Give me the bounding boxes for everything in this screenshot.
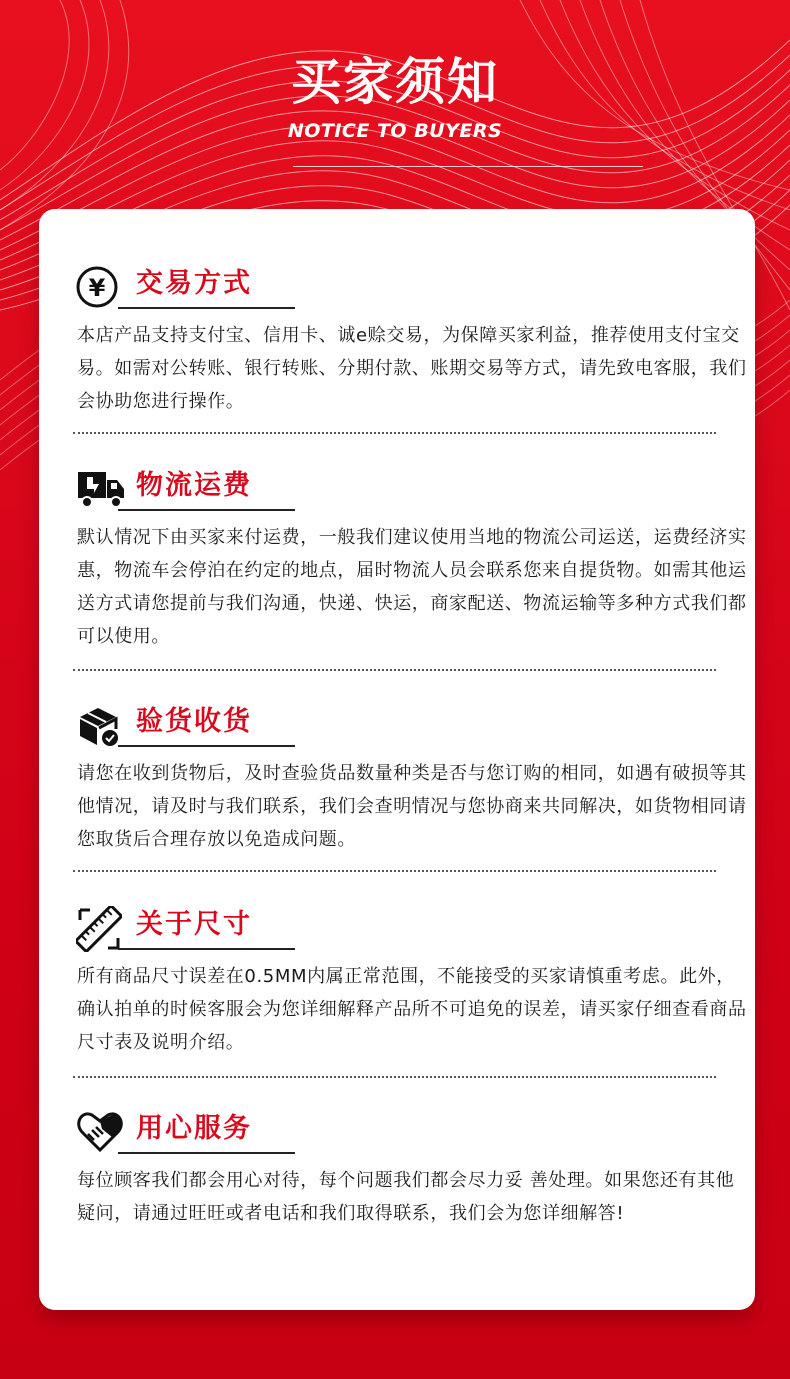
dotted-divider <box>73 669 716 671</box>
dotted-divider <box>73 432 716 434</box>
section-title: 用心服务 <box>136 1113 252 1144</box>
section-title: 验货收货 <box>136 706 252 737</box>
page-title: 买家须知 <box>291 53 499 111</box>
notice-card <box>39 209 755 1310</box>
section-text: 每位顾客我们都会用心对待，每个问题我们都会尽力妥 善处理。如果您还有其他疑问，请通过旺旺或者电话和我们取得联系，我们会为您详细解答! <box>77 1170 735 1224</box>
section-header <box>76 701 266 751</box>
svg-text:¥: ¥ <box>88 274 106 302</box>
title-underline <box>118 307 295 309</box>
section-header <box>76 263 266 313</box>
section-header <box>76 465 266 515</box>
ruler-icon <box>76 906 124 950</box>
section-title: 物流运费 <box>136 470 252 501</box>
page-subtitle: NOTICE TO BUYERS <box>287 120 503 142</box>
section-text: 默认情况下由买家来付运费，一般我们建议使用当地的物流公司运送，运费经济实惠，物流车会停泊在约定的地点，届时物流人员会联系您来自提货物。如需其他运送方式请您提前与我们沟通，快递、快运，商家配送、物流运输等多种方式我们都可以使用。 <box>77 527 747 647</box>
section-text: 本店产品支持支付宝、信用卡、诚e赊交易，为保障买家利益，推荐使用支付宝交易。如需对公转账、银行转账、分期付款、账期交易等方式，请先致电客服，我们会协助您进行操作。 <box>77 325 747 412</box>
delivery-truck-icon <box>76 467 124 511</box>
section-title: 交易方式 <box>136 268 252 299</box>
section-header <box>76 904 266 954</box>
heart-handshake-icon <box>76 1110 124 1154</box>
title-underline <box>118 1152 295 1154</box>
section-text: 请您在收到货物后，及时查验货品数量种类是否与您订购的相同，如遇有破损等其他情况，请及时与我们联系，我们会查明情况与您协商来共同解决，如货物相同请您取货后合理存放以免造成问题。 <box>77 763 747 850</box>
section-header <box>76 1108 266 1158</box>
dotted-divider <box>73 1076 716 1078</box>
dotted-divider <box>73 870 716 872</box>
title-underline <box>118 745 295 747</box>
yuan-coin-icon <box>76 265 124 309</box>
header-divider <box>293 166 643 167</box>
title-underline <box>118 948 295 950</box>
section-title: 关于尺寸 <box>136 909 252 940</box>
title-underline <box>118 509 295 511</box>
section-text: 所有商品尺寸误差在0.5MM内属正常范围，不能接受的买家请慎重考虑。此外，确认拍单的时候客服会为您详细解释产品所不可追免的误差，请买家仔细查看商品尺寸表及说明介绍。 <box>77 966 747 1053</box>
package-check-icon <box>76 703 124 747</box>
